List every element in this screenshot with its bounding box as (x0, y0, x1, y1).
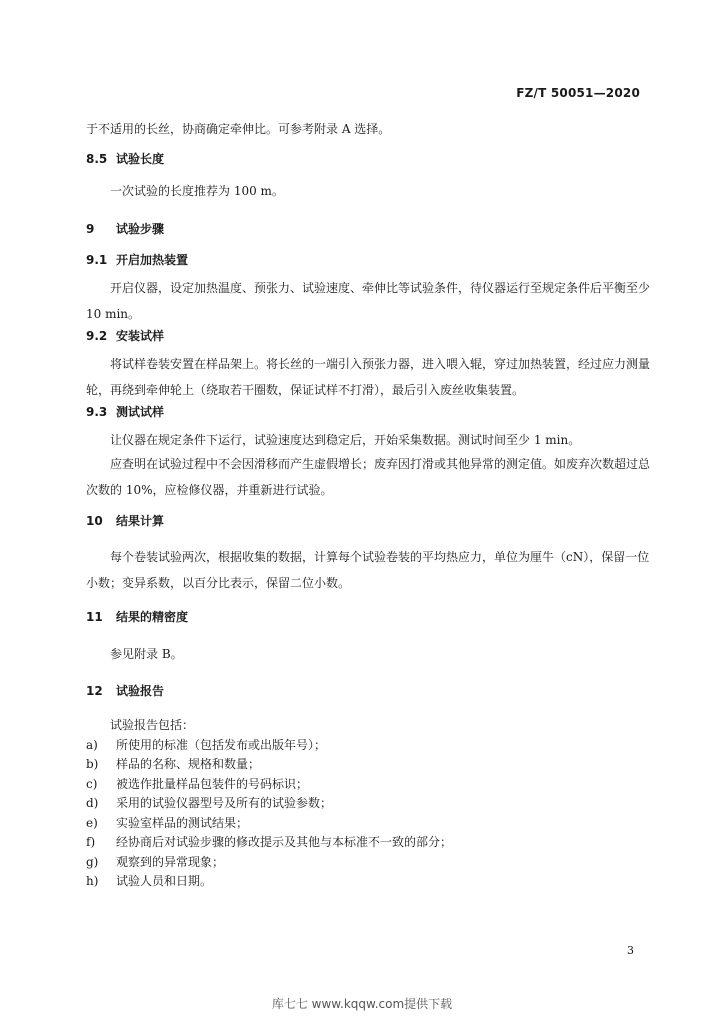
heading-11 (86, 604, 651, 630)
paragraph-9-3-a: 让仪器在规定条件下运行，试验速度达到稳定后，开始采集数据。测试时间至少 1 min。 (110, 433, 581, 447)
paragraph-11: 参见附录 B。 (110, 647, 183, 661)
paragraph-9-3-b: 应查明在试验过程中不会因滑移而产生虚假增长；废弃因打滑或其他异常的测定值。如废弃次数超过总次数的 10%，应检修仪器，并重新进行试验。 (86, 457, 651, 497)
heading-title: 试验步骤 (116, 222, 165, 236)
list-item (86, 775, 651, 795)
heading-number: 9.1 (86, 253, 108, 267)
heading-title: 结果的精密度 (116, 610, 189, 624)
list-item (86, 872, 651, 892)
heading-title: 试验报告 (116, 684, 165, 698)
download-footer: 库七七 www.kqqw.com提供下载 (271, 997, 453, 1011)
paragraph-9-1: 开启仪器，设定加热温度、预张力、试验速度、牵伸比等试验条件，待仪器运行至规定条件后平衡至少 10 min。 (86, 281, 651, 321)
report-intro: 试验报告包括： (110, 718, 195, 732)
page-number: 3 (627, 944, 634, 957)
heading-number: 9.2 (86, 329, 108, 343)
list-marker: h) (86, 874, 99, 888)
list-marker: d) (86, 796, 99, 810)
list-text: 实验室样品的测试结果； (116, 815, 249, 830)
continued-paragraph: 于不适用的长丝，协商确定牵伸比。可参考附录 A 选择。 (86, 122, 391, 136)
heading-number: 9.3 (86, 405, 108, 419)
heading-title: 结果计算 (116, 514, 165, 528)
report-list (86, 716, 651, 892)
heading-title: 测试试样 (116, 405, 165, 419)
list-text: 所使用的标准（包括发布或出版年号）； (116, 737, 327, 752)
heading-10 (86, 508, 651, 534)
heading-9-2 (86, 323, 651, 349)
paragraph-10: 每个卷装试验两次，根据收集的数据，计算每个试验卷装的平均热应力，单位为厘牛（cN），保留一位小数；变异系数，以百分比表示，保留二位小数。 (86, 550, 650, 590)
list-text: 采用的试验仪器型号及所有的试验参数； (116, 796, 333, 810)
list-text: 经协商后对试验步骤的修改提示及其他与本标准不一致的部分； (116, 835, 453, 849)
list-marker: e) (86, 815, 98, 830)
list-text: 被选作批量样品包装件的号码标识； (116, 776, 309, 791)
list-text: 观察到的异常现象； (116, 854, 225, 869)
list-text: 样品的名称、规格和数量； (116, 757, 261, 771)
heading-title: 开启加热装置 (116, 253, 189, 267)
heading-number: 10 (86, 514, 103, 528)
heading-9-3 (86, 399, 651, 425)
list-text: 试验人员和日期。 (116, 874, 213, 888)
list-marker: f) (86, 835, 96, 849)
list-marker: a) (86, 737, 98, 752)
list-item (86, 833, 651, 853)
heading-9 (86, 216, 651, 242)
heading-12 (86, 678, 651, 704)
list-marker: b) (86, 757, 99, 771)
list-item (86, 794, 651, 814)
list-item (86, 755, 651, 775)
heading-number: 11 (86, 610, 103, 624)
list-item (86, 736, 651, 756)
list-item (86, 814, 651, 834)
paragraph-8-5: 一次试验的长度推荐为 100 m。 (110, 184, 284, 198)
list-item (86, 853, 651, 873)
heading-number: 12 (86, 684, 103, 698)
heading-8-5 (86, 146, 651, 172)
list-marker: g) (86, 854, 99, 869)
heading-title: 安装试样 (116, 329, 165, 343)
heading-number: 8.5 (86, 152, 108, 166)
heading-9-1 (86, 247, 651, 273)
standard-code: FZ/T 50051—2020 (516, 86, 640, 100)
list-marker: c) (86, 776, 98, 791)
heading-title: 试验长度 (116, 152, 165, 166)
paragraph-9-2: 将试样卷装安置在样品架上。将长丝的一端引入预张力器，进入喂入辊，穿过加热装置，经过应力测量轮，再绕到牵伸轮上（绕取若干圈数，保证试样不打滑），最后引入废丝收集装置。 (86, 357, 651, 397)
heading-number: 9 (86, 222, 95, 236)
